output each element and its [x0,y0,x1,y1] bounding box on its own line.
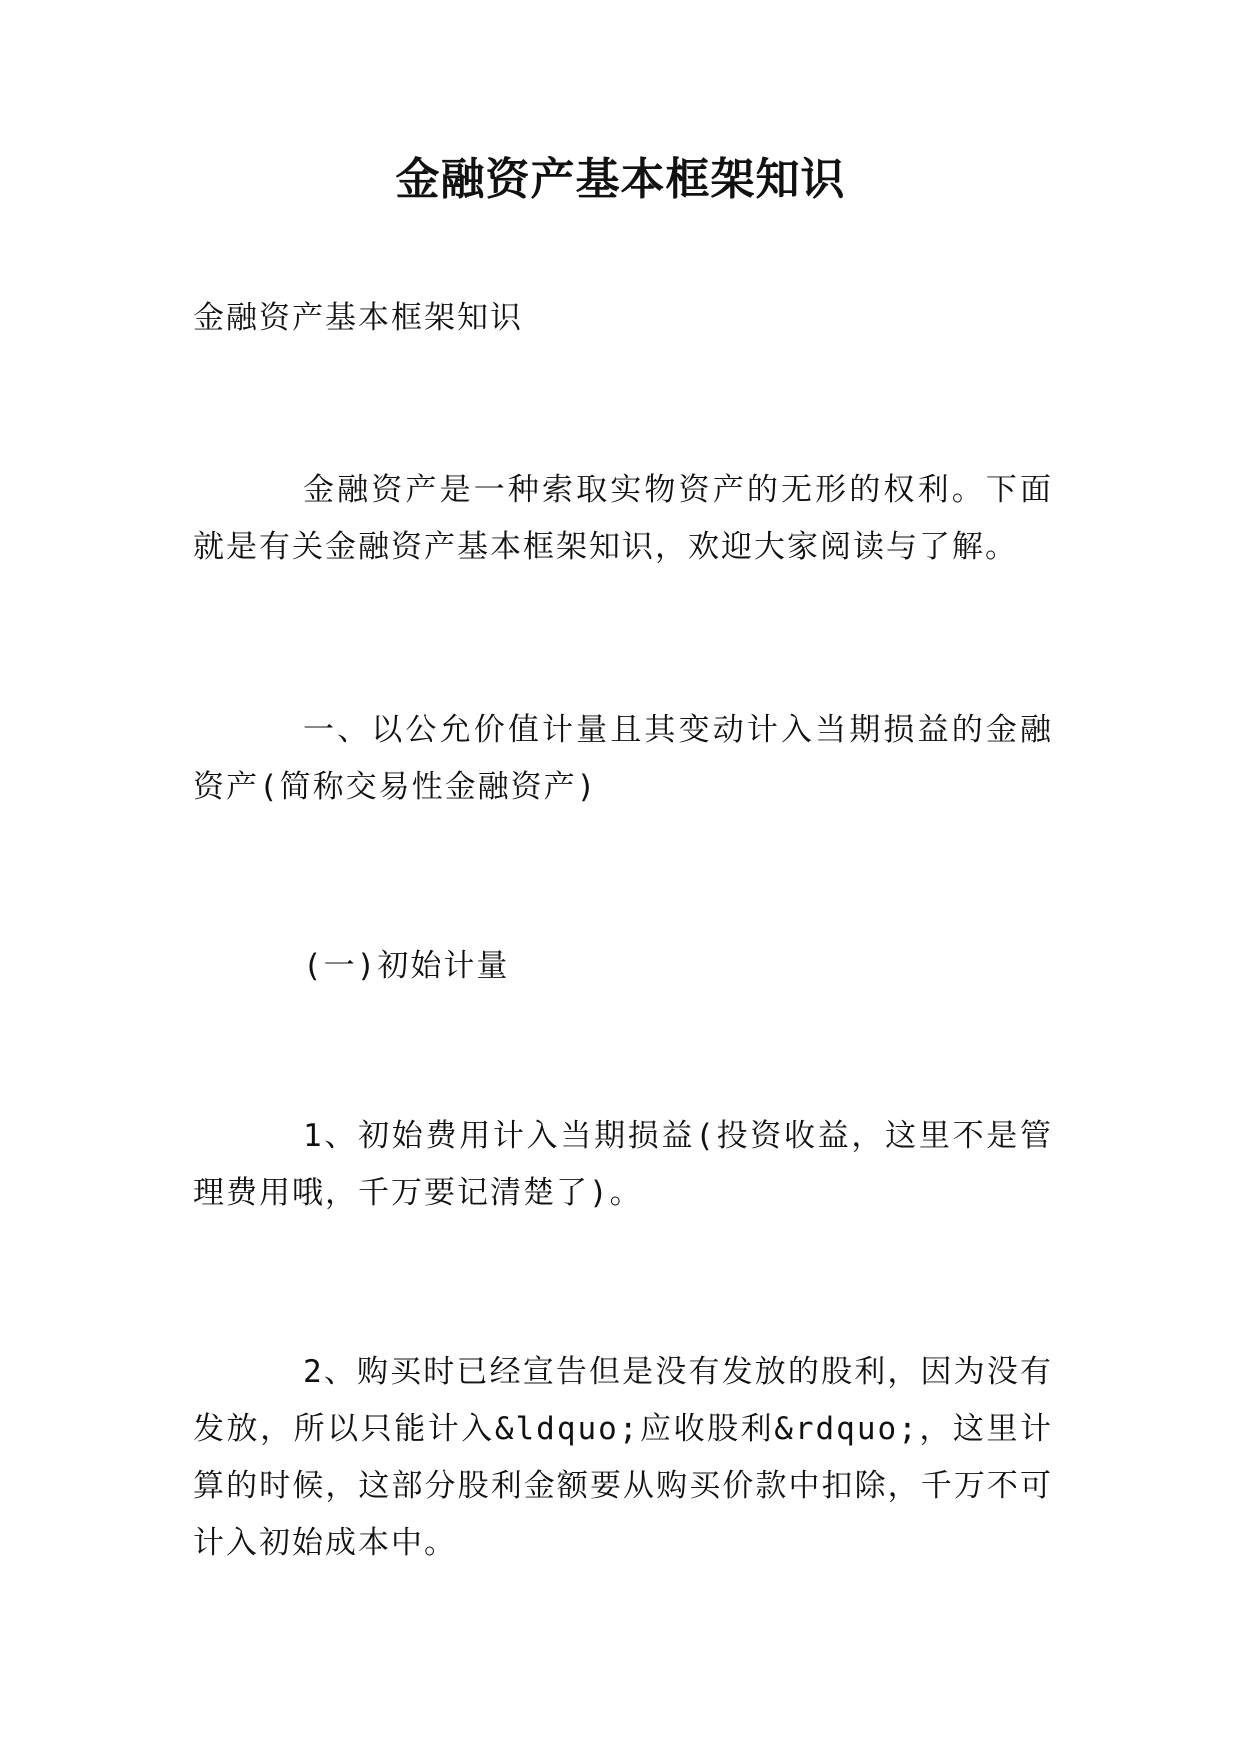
list-item-1: 1、初始费用计入当期损益(投资收益，这里不是管理费用哦，千万要记清楚了)。 [193,1118,1053,1211]
subsection-heading-initial-measurement: (一)初始计量 [303,948,510,984]
intro-paragraph: 金融资产是一种索取实物资产的无形的权利。下面就是有关金融资产基本框架知识，欢迎大家阅读与了解。 [193,472,1053,565]
section-heading-1: 一、以公允价值计量且其变动计入当期损益的金融资产(简称交易性金融资产) [193,712,1053,805]
document-subtitle: 金融资产基本框架知识 [193,300,523,336]
document-title: 金融资产基本框架知识 [395,154,846,205]
list-item-2: 2、购买时已经宣告但是没有发放的股利，因为没有发放，所以只能计入&ldquo;应收股利&rdquo;，这里计算的时候，这部分股利金额要从购买价款中扣除，千万不可计入初始成本中。 [193,1354,1053,1561]
